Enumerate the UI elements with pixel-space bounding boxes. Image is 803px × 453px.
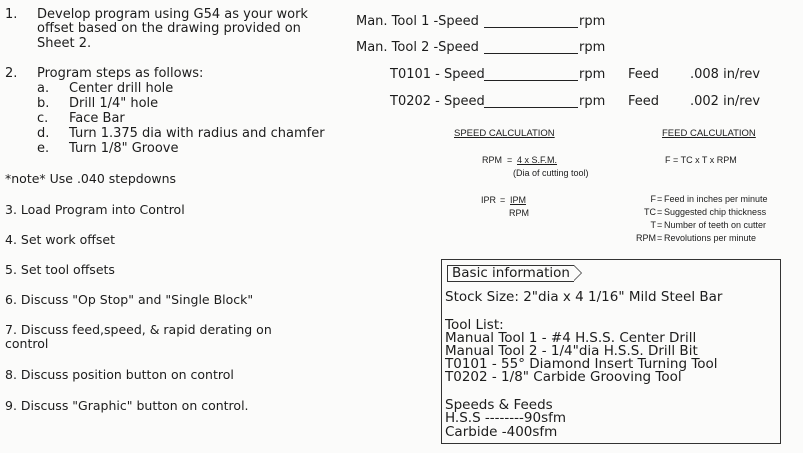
equals-sign: = <box>507 155 513 165</box>
rpm-unit: rpm <box>579 40 606 55</box>
note-stepdowns: *note* Use .040 stepdowns <box>5 171 177 186</box>
step-8: 8. Discuss position button on control <box>5 367 234 382</box>
step-5: 5. Set tool offsets <box>5 262 115 277</box>
feed-label: Feed <box>628 94 660 109</box>
substep-text: Turn 1/8" Groove <box>69 141 179 156</box>
step-1-line-1: Develop program using G54 as your work <box>37 7 308 22</box>
tool-list-item: Manual Tool 1 - #4 H.S.S. Center Drill <box>445 330 697 346</box>
equals-sign: = <box>657 207 663 217</box>
feed-value: .002 in/rev <box>690 94 761 109</box>
tool-row-label: T0202 - Speed <box>390 94 485 109</box>
substep-text: Face Bar <box>69 111 125 126</box>
tool-list-heading: Tool List: <box>445 317 504 333</box>
step-9: 9. Discuss "Graphic" button on control. <box>5 398 249 413</box>
substep-letter: b. <box>37 96 50 111</box>
equals-sign: = <box>500 195 506 205</box>
substep-text: Drill 1/4" hole <box>69 96 159 111</box>
feed-label: Feed <box>628 67 660 82</box>
equals-sign: = <box>657 233 663 243</box>
legend-symbol: T <box>650 220 656 230</box>
legend-symbol: TC <box>644 207 656 217</box>
stock-size: Stock Size: 2"dia x 4 1/16" Mild Steel Bar <box>445 289 723 305</box>
rpm-unit: rpm <box>579 94 606 109</box>
speed-calculation-heading: SPEED CALCULATION <box>454 128 555 139</box>
step-6: 6. Discuss "Op Stop" and "Single Block" <box>5 292 254 307</box>
speeds-feeds-heading: Speeds & Feeds <box>445 397 553 413</box>
legend-description: Revolutions per minute <box>664 233 757 243</box>
tool-row-label: Man. Tool 1 -Speed <box>356 14 479 29</box>
step-1-line-2: offset based on the drawing provided on <box>37 21 301 36</box>
equals-sign: = <box>657 220 663 230</box>
legend-symbol: RPM <box>636 233 656 243</box>
tool-row-label: T0101 - Speed <box>390 67 485 82</box>
speed-blank <box>484 95 578 108</box>
legend-description: Suggested chip thickness <box>664 207 767 217</box>
step-1-number: 1. <box>5 7 18 22</box>
substep-letter: e. <box>37 141 50 156</box>
step-1-line-3: Sheet 2. <box>37 36 92 51</box>
equals-sign: = <box>657 194 663 204</box>
speed-blank <box>484 41 578 54</box>
speed-blank <box>484 68 578 81</box>
feed-calculation-heading: FEED CALCULATION <box>662 128 756 139</box>
step-4: 4. Set work offset <box>5 232 115 247</box>
feed-value: .008 in/rev <box>690 67 761 82</box>
ipr-numerator: IPM <box>510 195 527 205</box>
substep-text: Center drill hole <box>69 81 174 96</box>
step-2-heading: Program steps as follows: <box>37 66 204 81</box>
rpm-unit: rpm <box>579 14 606 29</box>
hss-sfm: H.S.S --------90sfm <box>445 410 567 426</box>
step-3: 3. Load Program into Control <box>5 202 185 217</box>
rpm-formula: 4 x S.F.M. <box>517 155 558 165</box>
step-7-line-2: control <box>5 336 49 351</box>
basic-information-box <box>441 259 781 444</box>
substep-letter: c. <box>37 111 49 126</box>
ipr-label: IPR <box>481 195 497 205</box>
tool-row-label: Man. Tool 2 -Speed <box>356 40 479 55</box>
tool-list-item: T0101 - 55° Diamond Insert Turning Tool <box>445 356 718 372</box>
step-2-number: 2. <box>5 66 18 81</box>
legend-description: Number of teeth on cutter <box>664 220 767 230</box>
feed-formula: F = TC x T x RPM <box>665 155 737 165</box>
speed-blank <box>484 15 578 28</box>
tool-list-item: T0202 - 1/8" Carbide Grooving Tool <box>445 369 682 385</box>
legend-description: Feed in inches per minute <box>664 194 768 204</box>
carbide-sfm: Carbide -400sfm <box>445 424 558 440</box>
rpm-label: RPM <box>482 155 502 165</box>
step-7-line-1: 7. Discuss feed,speed, & rapid derating on <box>5 322 272 337</box>
substep-text: Turn 1.375 dia with radius and chamfer <box>69 126 325 141</box>
ipr-denominator: RPM <box>509 208 529 218</box>
substep-letter: a. <box>37 81 50 96</box>
tool-list-item: Manual Tool 2 - 1/4"dia H.S.S. Drill Bit <box>445 343 698 359</box>
basic-information-tag: Basic information <box>447 265 574 282</box>
legend-symbol: F <box>650 194 656 204</box>
rpm-unit: rpm <box>579 67 606 82</box>
substep-letter: d. <box>37 126 50 141</box>
rpm-formula-note: (Dia of cutting tool) <box>513 168 589 178</box>
